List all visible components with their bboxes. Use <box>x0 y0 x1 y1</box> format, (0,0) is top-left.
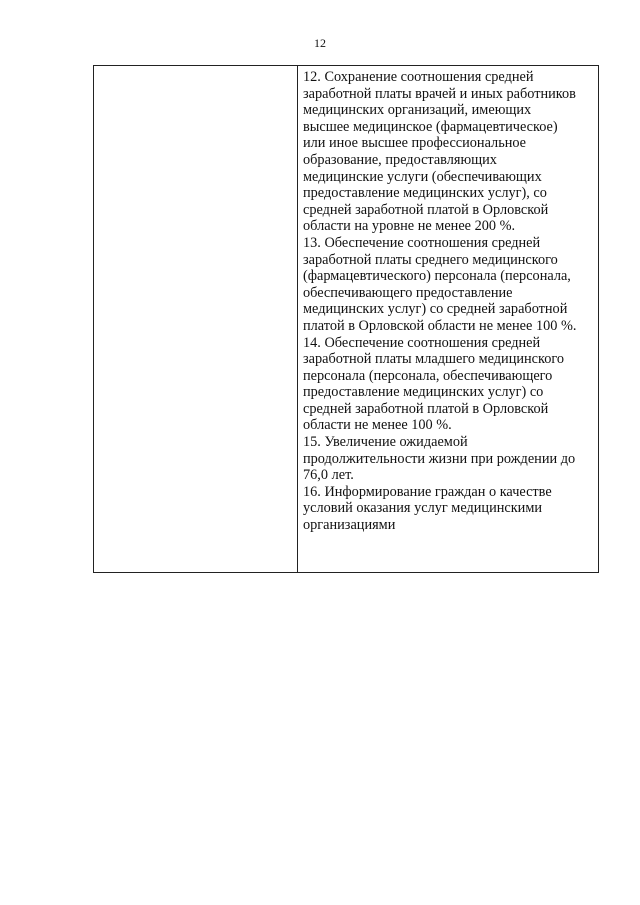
list-item-16: 16. Информирование граждан о качестве условий оказания услуг медицинскими организациями <box>303 483 552 534</box>
table-right-cell <box>298 66 598 572</box>
list-item-13: 13. Обеспечение соотношения средней заработной платы среднего медицинского (фармацевтического) персонала (персонала, обеспечивающего предоставление медицинских услуг) со средней заработной платой в Орловской области не менее 100 %. <box>303 234 577 334</box>
list-item-12: 12. Сохранение соотношения средней заработной платы врачей и иных работников медицинских организаций, имеющих высшее медицинское (фармацевтическое) или иное высшее профессиональное образование, предоставляющих медицинские услуги (обеспечивающих предоставление медицинских услуг), со средней заработной платой в Орловской области на уровне не менее 200 %. <box>303 69 576 235</box>
list-item-15: 15. Увеличение ожидаемой продолжительности жизни при рождении до 76,0 лет. <box>303 434 576 484</box>
list-item-14: 14. Обеспечение соотношения средней заработной платы младшего медицинского персонала (персонала, обеспечивающего предоставление медицинских услуг) со средней заработной платой в Орловской области не менее 100 %. <box>303 334 565 434</box>
table-left-cell <box>94 66 298 572</box>
document-table <box>93 65 599 573</box>
page-number: 12 <box>314 36 326 50</box>
